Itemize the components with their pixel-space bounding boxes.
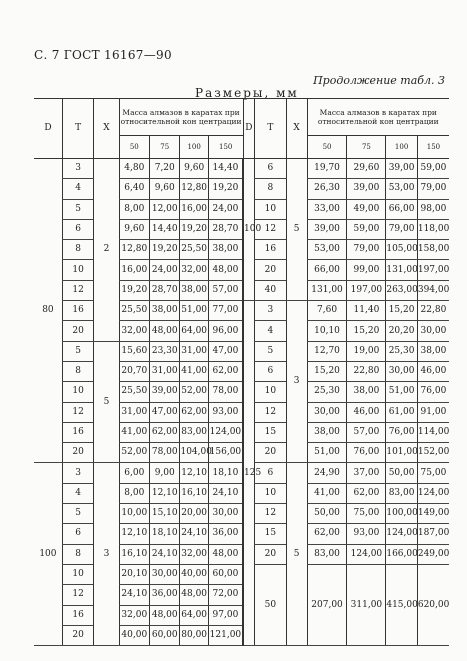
- mass-value: 9,00: [150, 463, 180, 483]
- mass-value: 78,00: [208, 382, 243, 402]
- mass-value-right: 51,00: [307, 443, 347, 463]
- x-value: 2: [94, 159, 119, 342]
- mass-value: 60,00: [150, 625, 180, 645]
- t-value-right: 16: [255, 240, 287, 260]
- mass-value: 38,00: [180, 280, 208, 300]
- mass-value-right: 66,00: [386, 199, 418, 219]
- mass-value: 77,00: [208, 301, 243, 321]
- mass-value-right: 263,00: [386, 280, 418, 300]
- mass-value: 25,50: [180, 240, 208, 260]
- mass-value: 19,20: [180, 219, 208, 239]
- mass-value-right: 100,00: [386, 504, 418, 524]
- mass-value: 24,10: [119, 585, 149, 605]
- t-value-right: 10: [255, 483, 287, 503]
- conc-100-right: 100: [386, 136, 418, 159]
- mass-value-right: 394,00: [417, 280, 449, 300]
- col-header-X: X: [94, 99, 119, 159]
- col-header-D-right: D: [243, 99, 255, 159]
- mass-value: 52,00: [180, 382, 208, 402]
- mass-value: 72,00: [208, 585, 243, 605]
- mass-value-right: 118,00: [417, 219, 449, 239]
- mass-value-right: 101,00: [386, 443, 418, 463]
- t-value-right: 3: [255, 301, 287, 321]
- mass-value-right: 62,00: [307, 524, 347, 544]
- conc-50-right: 50: [307, 136, 347, 159]
- col-header-T: T: [62, 99, 94, 159]
- mass-value: 83,00: [180, 422, 208, 442]
- mass-value: 20,00: [180, 504, 208, 524]
- mass-value: 39,00: [150, 382, 180, 402]
- mass-value: 14,40: [208, 159, 243, 179]
- mass-value: 104,00: [180, 443, 208, 463]
- mass-value-right: 50,00: [386, 463, 418, 483]
- d-value-right: 100: [243, 159, 255, 301]
- t-value: 4: [62, 483, 94, 503]
- table-row: [34, 463, 449, 483]
- mass-value: 16,00: [119, 260, 149, 280]
- mass-value: 18,10: [150, 524, 180, 544]
- mass-value: 25,50: [119, 382, 149, 402]
- mass-value: 32,00: [180, 544, 208, 564]
- mass-value: 64,00: [180, 321, 208, 341]
- mass-value: 6,40: [119, 179, 149, 199]
- x-value-right: 5: [286, 463, 307, 646]
- mass-value-right: 15,20: [347, 321, 386, 341]
- mass-value-right: 15,20: [307, 361, 347, 381]
- t-value-right: 10: [255, 199, 287, 219]
- mass-value: 36,00: [208, 524, 243, 544]
- mass-value: 19,20: [150, 240, 180, 260]
- mass-value-right: 57,00: [347, 422, 386, 442]
- t-value: 10: [62, 564, 94, 584]
- mass-value-right: 98,00: [417, 199, 449, 219]
- t-value-right: 6: [255, 361, 287, 381]
- mass-value-right: 124,00: [347, 544, 386, 564]
- mass-value: 15,10: [150, 504, 180, 524]
- t-value: 3: [62, 159, 94, 179]
- t-value-right: 40: [255, 280, 287, 300]
- mass-value-right: 25,30: [307, 382, 347, 402]
- t-value: 16: [62, 301, 94, 321]
- mass-value: 96,00: [208, 321, 243, 341]
- mass-value: 97,00: [208, 605, 243, 625]
- mass-value: 16,10: [180, 483, 208, 503]
- t-value-right: 12: [255, 504, 287, 524]
- col-header-T-right: T: [255, 99, 287, 159]
- d-value-right: 125: [243, 301, 255, 646]
- mass-value-right: 37,00: [347, 463, 386, 483]
- mass-value-right: 25,30: [386, 341, 418, 361]
- mass-value: 31,00: [150, 361, 180, 381]
- mass-value: 24,10: [180, 524, 208, 544]
- conc-150: 150: [208, 136, 243, 159]
- mass-value: 16,10: [119, 544, 149, 564]
- mass-value-right: 620,00: [417, 564, 449, 645]
- mass-value-right: 62,00: [347, 483, 386, 503]
- x-value-right: 3: [286, 301, 307, 463]
- mass-value-right: 61,00: [386, 402, 418, 422]
- mass-value-right: 93,00: [347, 524, 386, 544]
- mass-value-right: 76,00: [386, 422, 418, 442]
- mass-value: 24,00: [150, 260, 180, 280]
- mass-value-right: 53,00: [307, 240, 347, 260]
- mass-value: 20,70: [119, 361, 149, 381]
- mass-value: 19,20: [119, 280, 149, 300]
- t-value-right: 6: [255, 463, 287, 483]
- t-value-right: 12: [255, 402, 287, 422]
- t-value: 12: [62, 585, 94, 605]
- mass-value-right: 12,70: [307, 341, 347, 361]
- mass-value-right: 19,70: [307, 159, 347, 179]
- col-header-X-right: X: [286, 99, 307, 159]
- mass-value: 124,00: [208, 422, 243, 442]
- mass-value-right: 152,00: [417, 443, 449, 463]
- mass-value-right: 20,20: [386, 321, 418, 341]
- t-value-right: 8: [255, 179, 287, 199]
- mass-value-right: 30,00: [386, 361, 418, 381]
- mass-value: 51,00: [180, 301, 208, 321]
- mass-value-right: 415,00: [386, 564, 418, 645]
- mass-value: 38,00: [150, 301, 180, 321]
- mass-value-right: 79,00: [347, 240, 386, 260]
- mass-value-right: 249,00: [417, 544, 449, 564]
- mass-value: 6,00: [119, 463, 149, 483]
- x-value-right: 5: [286, 159, 307, 301]
- t-value: 8: [62, 361, 94, 381]
- t-value: 20: [62, 321, 94, 341]
- mass-value-right: 124,00: [386, 524, 418, 544]
- t-value: 20: [62, 443, 94, 463]
- mass-value-right: 26,30: [307, 179, 347, 199]
- mass-value-right: 59,00: [347, 219, 386, 239]
- mass-value: 12,00: [150, 199, 180, 219]
- mass-value-right: 83,00: [307, 544, 347, 564]
- mass-value: 24,10: [208, 483, 243, 503]
- mass-value-right: 166,00: [386, 544, 418, 564]
- mass-value-right: 51,00: [386, 382, 418, 402]
- mass-value-right: 99,00: [347, 260, 386, 280]
- mass-value-right: 114,00: [417, 422, 449, 442]
- mass-value-right: 131,00: [307, 280, 347, 300]
- x-value: 3: [94, 463, 119, 646]
- mass-value-right: 75,00: [417, 463, 449, 483]
- mass-value: 60,00: [208, 564, 243, 584]
- mass-value: 40,00: [119, 625, 149, 645]
- mass-value-right: 22,80: [347, 361, 386, 381]
- mass-value-right: 53,00: [386, 179, 418, 199]
- mass-value: 9,60: [180, 159, 208, 179]
- mass-value: 52,00: [119, 443, 149, 463]
- t-value: 6: [62, 524, 94, 544]
- mass-value: 12,10: [180, 463, 208, 483]
- mass-value: 24,10: [150, 544, 180, 564]
- mass-value: 25,50: [119, 301, 149, 321]
- mass-value: 12,80: [119, 240, 149, 260]
- mass-value-right: 15,20: [386, 301, 418, 321]
- mass-value-right: 75,00: [347, 504, 386, 524]
- mass-value: 15,60: [119, 341, 149, 361]
- mass-value-right: 11,40: [347, 301, 386, 321]
- t-value: 4: [62, 179, 94, 199]
- conc-150-right: 150: [417, 136, 449, 159]
- mass-value: 121,00: [208, 625, 243, 645]
- mass-value-right: 124,00: [417, 483, 449, 503]
- mass-value-right: 39,00: [386, 159, 418, 179]
- mass-value-right: 91,00: [417, 402, 449, 422]
- mass-value-right: 24,90: [307, 463, 347, 483]
- mass-value-right: 46,00: [347, 402, 386, 422]
- mass-value-right: 29,60: [347, 159, 386, 179]
- mass-caption-left: Масса алмазов в каратах при относительной кон центрации: [119, 99, 243, 136]
- mass-value-right: 197,00: [347, 280, 386, 300]
- mass-value-right: 46,00: [417, 361, 449, 381]
- mass-value: 93,00: [208, 402, 243, 422]
- mass-value: 31,00: [119, 402, 149, 422]
- t-value-right: 12: [255, 219, 287, 239]
- mass-value: 9,60: [119, 219, 149, 239]
- mass-value: 62,00: [150, 422, 180, 442]
- mass-value-right: 311,00: [347, 564, 386, 645]
- mass-value-right: 10,10: [307, 321, 347, 341]
- mass-value-right: 105,00: [386, 240, 418, 260]
- t-value-right: 20: [255, 443, 287, 463]
- mass-value-right: 38,00: [347, 382, 386, 402]
- t-value-right: 20: [255, 260, 287, 280]
- dimensions-caption: Размеры, мм: [195, 86, 299, 100]
- t-value: 20: [62, 625, 94, 645]
- mass-value: 48,00: [150, 321, 180, 341]
- mass-value-right: 39,00: [347, 179, 386, 199]
- t-value: 6: [62, 219, 94, 239]
- mass-value-right: 38,00: [307, 422, 347, 442]
- mass-value: 8,00: [119, 199, 149, 219]
- mass-value: 12,10: [119, 524, 149, 544]
- mass-value: 8,00: [119, 483, 149, 503]
- mass-value: 38,00: [208, 240, 243, 260]
- conc-50: 50: [119, 136, 149, 159]
- mass-value-right: 59,00: [417, 159, 449, 179]
- mass-value-right: 49,00: [347, 199, 386, 219]
- t-value-right: 20: [255, 544, 287, 564]
- mass-value: 48,00: [208, 544, 243, 564]
- conc-75: 75: [150, 136, 180, 159]
- t-value: 10: [62, 382, 94, 402]
- mass-value: 28,70: [208, 219, 243, 239]
- mass-value-right: 33,00: [307, 199, 347, 219]
- mass-value-right: 19,00: [347, 341, 386, 361]
- mass-value: 19,20: [208, 179, 243, 199]
- conc-75-right: 75: [347, 136, 386, 159]
- mass-value: 36,00: [150, 585, 180, 605]
- mass-value: 16,00: [180, 199, 208, 219]
- mass-value: 9,60: [150, 179, 180, 199]
- mass-value-right: 158,00: [417, 240, 449, 260]
- mass-value: 32,00: [119, 321, 149, 341]
- mass-value: 12,10: [150, 483, 180, 503]
- t-value-right: 15: [255, 524, 287, 544]
- mass-value: 48,00: [150, 605, 180, 625]
- t-value: 10: [62, 260, 94, 280]
- mass-value-right: 76,00: [417, 382, 449, 402]
- mass-value: 32,00: [180, 260, 208, 280]
- mass-value: 48,00: [208, 260, 243, 280]
- d-value: 80: [34, 159, 62, 463]
- mass-value: 62,00: [180, 402, 208, 422]
- mass-value-right: 38,00: [417, 341, 449, 361]
- mass-value-right: 30,00: [417, 321, 449, 341]
- mass-value: 32,00: [119, 605, 149, 625]
- mass-value: 12,80: [180, 179, 208, 199]
- mass-value-right: 39,00: [307, 219, 347, 239]
- mass-value: 48,00: [180, 585, 208, 605]
- mass-value-right: 79,00: [417, 179, 449, 199]
- mass-value: 62,00: [208, 361, 243, 381]
- table-row: [34, 159, 449, 179]
- mass-value: 28,70: [150, 280, 180, 300]
- mass-value: 41,00: [119, 422, 149, 442]
- mass-value-right: 66,00: [307, 260, 347, 280]
- mass-value: 40,00: [180, 564, 208, 584]
- x-value: 5: [94, 341, 119, 463]
- mass-value-right: 22,80: [417, 301, 449, 321]
- t-value: 5: [62, 199, 94, 219]
- mass-value: 41,00: [180, 361, 208, 381]
- t-value: 8: [62, 240, 94, 260]
- mass-value-right: 197,00: [417, 260, 449, 280]
- col-header-D: D: [34, 99, 62, 159]
- mass-value-right: 79,00: [386, 219, 418, 239]
- mass-value: 47,00: [208, 341, 243, 361]
- t-value-right: 4: [255, 321, 287, 341]
- mass-value-right: 41,00: [307, 483, 347, 503]
- t-value-right: 5: [255, 341, 287, 361]
- t-value: 5: [62, 504, 94, 524]
- conc-100: 100: [180, 136, 208, 159]
- mass-value-right: 7,60: [307, 301, 347, 321]
- mass-caption-right: Масса алмазов в каратах при относительной кон центрации: [307, 99, 449, 136]
- diamond-mass-table: [34, 98, 449, 646]
- mass-value-right: 131,00: [386, 260, 418, 280]
- mass-value: 78,00: [150, 443, 180, 463]
- mass-value: 64,00: [180, 605, 208, 625]
- t-value: 8: [62, 544, 94, 564]
- mass-value-right: 187,00: [417, 524, 449, 544]
- table-row: [34, 341, 449, 361]
- mass-value: 80,00: [180, 625, 208, 645]
- mass-value: 31,00: [180, 341, 208, 361]
- t-value: 5: [62, 341, 94, 361]
- mass-value: 10,00: [119, 504, 149, 524]
- mass-value: 24,00: [208, 199, 243, 219]
- mass-value: 47,00: [150, 402, 180, 422]
- t-value-right: 6: [255, 159, 287, 179]
- mass-value: 23,30: [150, 341, 180, 361]
- page-reference: С. 7 ГОСТ 16167—90: [34, 48, 172, 62]
- mass-value: 7,20: [150, 159, 180, 179]
- mass-value-right: 207,00: [307, 564, 347, 645]
- d-value: 100: [34, 463, 62, 646]
- mass-value-right: 149,00: [417, 504, 449, 524]
- t-value: 3: [62, 463, 94, 483]
- t-value: 12: [62, 402, 94, 422]
- table-continuation-label: Продолжение табл. 3: [313, 74, 445, 87]
- mass-value: 14,40: [150, 219, 180, 239]
- mass-value: 57,00: [208, 280, 243, 300]
- mass-value: 4,80: [119, 159, 149, 179]
- t-value-right: 10: [255, 382, 287, 402]
- t-value: 16: [62, 605, 94, 625]
- mass-value: 156,00: [208, 443, 243, 463]
- t-value: 16: [62, 422, 94, 442]
- mass-value: 30,00: [150, 564, 180, 584]
- mass-value-right: 50,00: [307, 504, 347, 524]
- mass-value: 18,10: [208, 463, 243, 483]
- mass-value-right: 30,00: [307, 402, 347, 422]
- mass-value-right: 83,00: [386, 483, 418, 503]
- mass-value: 30,00: [208, 504, 243, 524]
- mass-value: 20,10: [119, 564, 149, 584]
- mass-value-right: 76,00: [347, 443, 386, 463]
- t-value-right: 15: [255, 422, 287, 442]
- t-value-right: 50: [255, 564, 287, 645]
- t-value: 12: [62, 280, 94, 300]
